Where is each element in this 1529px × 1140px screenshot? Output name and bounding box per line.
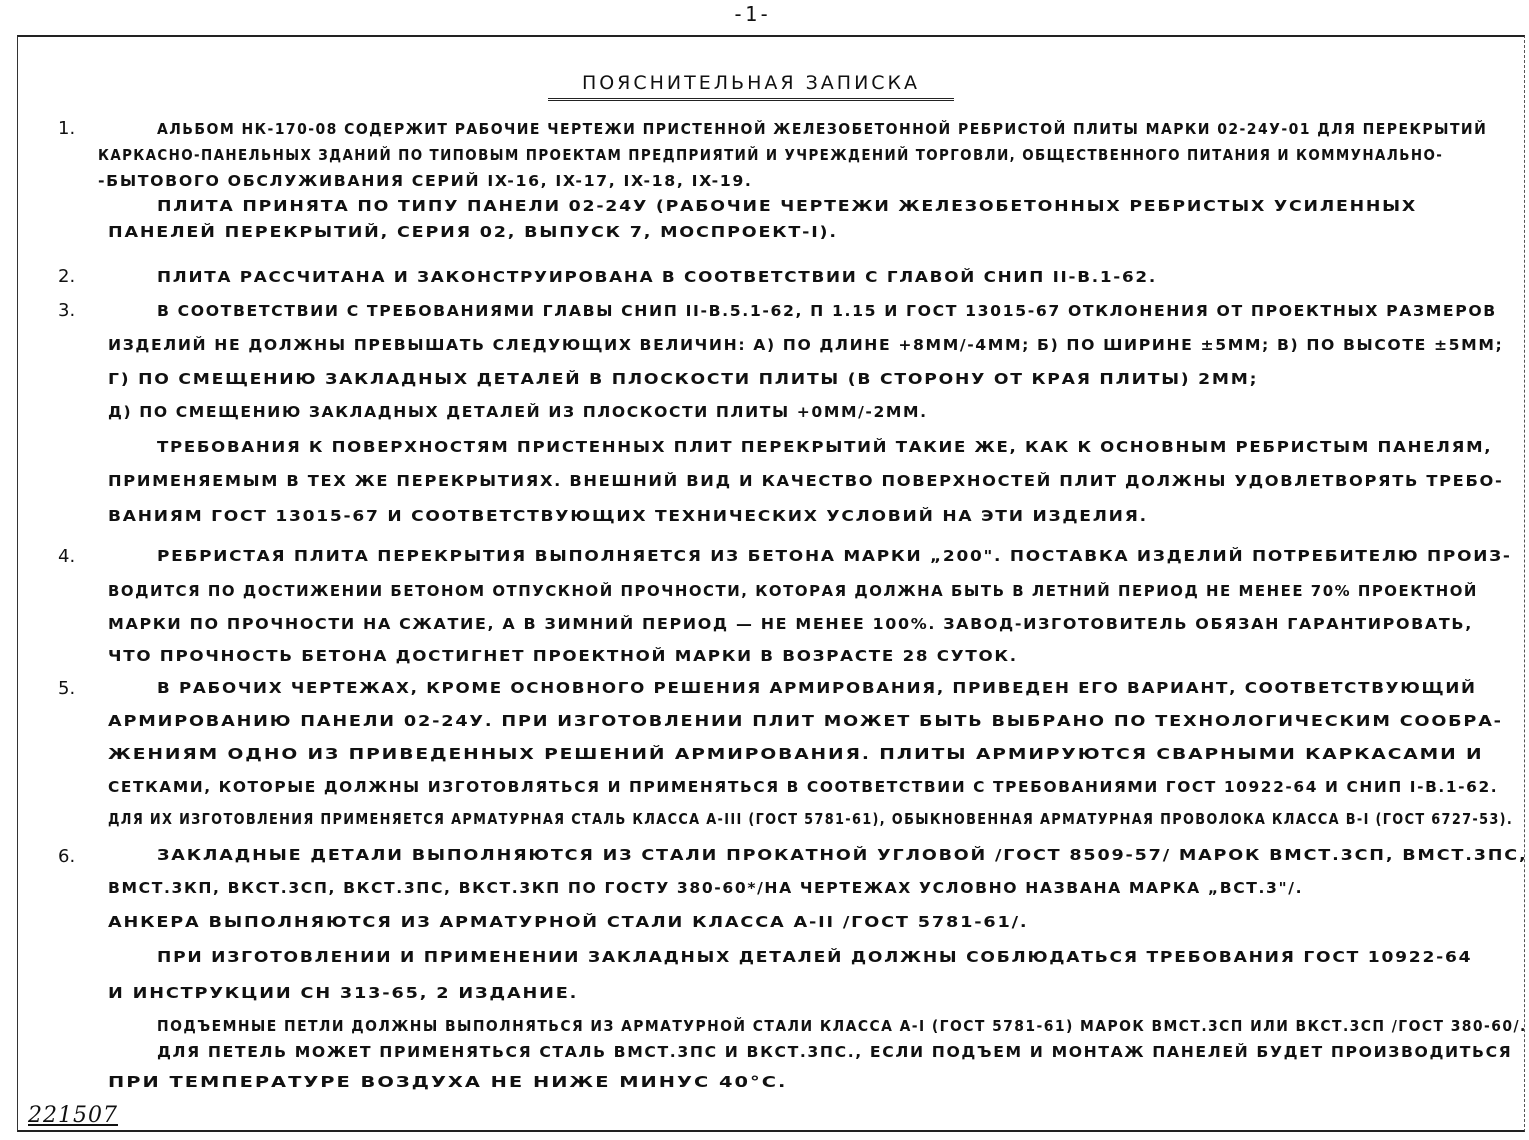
document-title: ПОЯСНИТЕЛЬНАЯ ЗАПИСКА	[548, 72, 954, 101]
text-line: АРМИРОВАНИЮ ПАНЕЛИ 02-24У. ПРИ ИЗГОТОВЛЕНИИ ПЛИТ МОЖЕТ БЫТЬ ВЫБРАНО ПО ТЕХНОЛОГИЧЕСКИМ СООБРА-	[108, 712, 1503, 730]
text-line: И ИНСТРУКЦИИ СН 313-65, 2 ИЗДАНИЕ.	[108, 984, 579, 1002]
text-line: ЧТО ПРОЧНОСТЬ БЕТОНА ДОСТИГНЕТ ПРОЕКТНОЙ МАРКИ В ВОЗРАСТЕ 28 СУТОК.	[108, 647, 1018, 665]
text-line: ТРЕБОВАНИЯ К ПОВЕРХНОСТЯМ ПРИСТЕННЫХ ПЛИТ ПЕРЕКРЫТИЙ ТАКИЕ ЖЕ, КАК К ОСНОВНЫМ РЕБРИСТЫМ ПАНЕЛЯМ,	[157, 438, 1493, 456]
text-line: МАРКИ ПО ПРОЧНОСТИ НА СЖАТИЕ, А В ЗИМНИЙ ПЕРИОД — НЕ МЕНЕЕ 100%. ЗАВОД-ИЗГОТОВИТЕЛЬ ОБЯЗАН ГАРАНТИРОВАТЬ,	[108, 615, 1473, 633]
paragraph-number: 3.	[58, 300, 76, 321]
text-line: В СООТВЕТСТВИИ С ТРЕБОВАНИЯМИ ГЛАВЫ СНИП II-В.5.1-62, П 1.15 И ГОСТ 13015-67 ОТКЛОНЕНИЯ ОТ ПРОЕКТНЫХ РАЗМЕРОВ	[157, 302, 1497, 320]
page-number: -1-	[732, 2, 772, 26]
text-line: ПРИМЕНЯЕМЫМ В ТЕХ ЖЕ ПЕРЕКРЫТИЯХ. ВНЕШНИЙ ВИД И КАЧЕСТВО ПОВЕРХНОСТЕЙ ПЛИТ ДОЛЖНЫ УДОВЛЕТВОРЯТЬ ТРЕБО-	[108, 472, 1504, 490]
text-line: ИЗДЕЛИЙ НЕ ДОЛЖНЫ ПРЕВЫШАТЬ СЛЕДУЮЩИХ ВЕЛИЧИН: А) ПО ДЛИНЕ +8ММ/-4ММ; Б) ПО ШИРИНЕ ±5ММ; В) ПО ВЫСОТЕ ±5ММ;	[108, 336, 1504, 354]
paragraph-number: 2.	[58, 266, 76, 287]
paragraph-number: 5.	[58, 678, 76, 699]
archive-number-stamp: 221507	[28, 1103, 118, 1128]
text-line: ВОДИТСЯ ПО ДОСТИЖЕНИИ БЕТОНОМ ОТПУСКНОЙ ПРОЧНОСТИ, КОТОРАЯ ДОЛЖНА БЫТЬ В ЛЕТНИЙ ПЕРИОД НЕ МЕНЕЕ 70% ПРОЕКТНОЙ	[108, 582, 1478, 600]
text-line: ДЛЯ ПЕТЕЛЬ МОЖЕТ ПРИМЕНЯТЬСЯ СТАЛЬ ВМСТ.3ПС И ВКСТ.3ПС., ЕСЛИ ПОДЪЕМ И МОНТАЖ ПАНЕЛЕЙ БУДЕТ ПРОИЗВОДИТЬСЯ	[157, 1043, 1513, 1061]
text-line: АНКЕРА ВЫПОЛНЯЮТСЯ ИЗ АРМАТУРНОЙ СТАЛИ КЛАССА А-II /ГОСТ 5781-61/.	[108, 913, 1029, 931]
text-line: АЛЬБОМ НК-170-08 СОДЕРЖИТ РАБОЧИЕ ЧЕРТЕЖИ ПРИСТЕННОЙ ЖЕЛЕЗОБЕТОННОЙ РЕБРИСТОЙ ПЛИТЫ МАРКИ 02-24У-01 ДЛЯ ПЕРЕКРЫТИЙ	[157, 120, 1488, 138]
paragraph-number: 1.	[58, 118, 76, 139]
text-line: ПЛИТА ПРИНЯТА ПО ТИПУ ПАНЕЛИ 02-24У (РАБОЧИЕ ЧЕРТЕЖИ ЖЕЛЕЗОБЕТОННЫХ РЕБРИСТЫХ УСИЛЕННЫХ	[157, 197, 1418, 215]
text-line: ВАНИЯМ ГОСТ 13015-67 И СООТВЕТСТВУЮЩИХ ТЕХНИЧЕСКИХ УСЛОВИЙ НА ЭТИ ИЗДЕЛИЯ.	[108, 507, 1148, 525]
text-line: В РАБОЧИХ ЧЕРТЕЖАХ, КРОМЕ ОСНОВНОГО РЕШЕНИЯ АРМИРОВАНИЯ, ПРИВЕДЕН ЕГО ВАРИАНТ, СООТВЕТСТВУЮЩИЙ	[157, 679, 1477, 697]
text-line: РЕБРИСТАЯ ПЛИТА ПЕРЕКРЫТИЯ ВЫПОЛНЯЕТСЯ ИЗ БЕТОНА МАРКИ „200". ПОСТАВКА ИЗДЕЛИЙ ПОТРЕБИТЕЛЮ ПРОИЗ-	[157, 547, 1512, 565]
text-line: ПРИ ИЗГОТОВЛЕНИИ И ПРИМЕНЕНИИ ЗАКЛАДНЫХ ДЕТАЛЕЙ ДОЛЖНЫ СОБЛЮДАТЬСЯ ТРЕБОВАНИЯ ГОСТ 10922-64	[157, 948, 1473, 966]
text-line: Д) ПО СМЕЩЕНИЮ ЗАКЛАДНЫХ ДЕТАЛЕЙ ИЗ ПЛОСКОСТИ ПЛИТЫ +0ММ/-2ММ.	[108, 403, 928, 421]
paragraph-number: 4.	[58, 546, 76, 567]
text-line: ЗАКЛАДНЫЕ ДЕТАЛИ ВЫПОЛНЯЮТСЯ ИЗ СТАЛИ ПРОКАТНОЙ УГЛОВОЙ /ГОСТ 8509-57/ МАРОК ВМСТ.3СП, ВМСТ.3ПС,	[157, 846, 1528, 864]
text-line: ЖЕНИЯМ ОДНО ИЗ ПРИВЕДЕННЫХ РЕШЕНИЙ АРМИРОВАНИЯ. ПЛИТЫ АРМИРУЮТСЯ СВАРНЫМИ КАРКАСАМИ И	[108, 745, 1484, 763]
text-line: ПАНЕЛЕЙ ПЕРЕКРЫТИЙ, СЕРИЯ 02, ВЫПУСК 7, МОСПРОЕКТ-I).	[108, 223, 838, 241]
text-line: ПОДЪЕМНЫЕ ПЕТЛИ ДОЛЖНЫ ВЫПОЛНЯТЬСЯ ИЗ АРМАТУРНОЙ СТАЛИ КЛАССА А-I (ГОСТ 5781-61) МАРОК ВМСТ.3СП ИЛИ ВКСТ.3СП /ГОСТ 380-60/.	[157, 1017, 1527, 1035]
text-line: -БЫТОВОГО ОБСЛУЖИВАНИЯ СЕРИЙ IX-16, IX-17, IX-18, IX-19.	[98, 172, 753, 190]
text-line: КАРКАСНО-ПАНЕЛЬНЫХ ЗДАНИЙ ПО ТИПОВЫМ ПРОЕКТАМ ПРЕДПРИЯТИЙ И УЧРЕЖДЕНИЙ ТОРГОВЛИ, ОБЩЕСТВЕННОГО ПИТАНИЯ И КОММУНАЛЬНО-	[98, 146, 1444, 164]
text-line: ДЛЯ ИХ ИЗГОТОВЛЕНИЯ ПРИМЕНЯЕТСЯ АРМАТУРНАЯ СТАЛЬ КЛАССА А-III (ГОСТ 5781-61), ОБЫКНОВЕННАЯ АРМАТУРНАЯ ПРОВОЛОКА КЛАССА В-I (ГОСТ 6727-53).	[108, 810, 1514, 828]
paragraph-number: 6.	[58, 846, 76, 867]
text-line: ПЛИТА РАССЧИТАНА И ЗАКОНСТРУИРОВАНА В СООТВЕТСТВИИ С ГЛАВОЙ СНИП II-В.1-62.	[157, 268, 1157, 286]
text-line: СЕТКАМИ, КОТОРЫЕ ДОЛЖНЫ ИЗГОТОВЛЯТЬСЯ И ПРИМЕНЯТЬСЯ В СООТВЕТСТВИИ С ТРЕБОВАНИЯМИ ГОСТ 10922-64 И СНИП I-В.1-62.	[108, 778, 1499, 796]
text-line: ПРИ ТЕМПЕРАТУРЕ ВОЗДУХА НЕ НИЖЕ МИНУС 40°С.	[108, 1073, 788, 1091]
text-line: Г) ПО СМЕЩЕНИЮ ЗАКЛАДНЫХ ДЕТАЛЕЙ В ПЛОСКОСТИ ПЛИТЫ (В СТОРОНУ ОТ КРАЯ ПЛИТЫ) 2ММ;	[108, 370, 1259, 388]
text-line: ВМСТ.3КП, ВКСТ.3СП, ВКСТ.3ПС, ВКСТ.3КП ПО ГОСТУ 380-60*/НА ЧЕРТЕЖАХ УСЛОВНО НАЗВАНА МАРКА „ВСТ.3"/.	[108, 879, 1304, 897]
